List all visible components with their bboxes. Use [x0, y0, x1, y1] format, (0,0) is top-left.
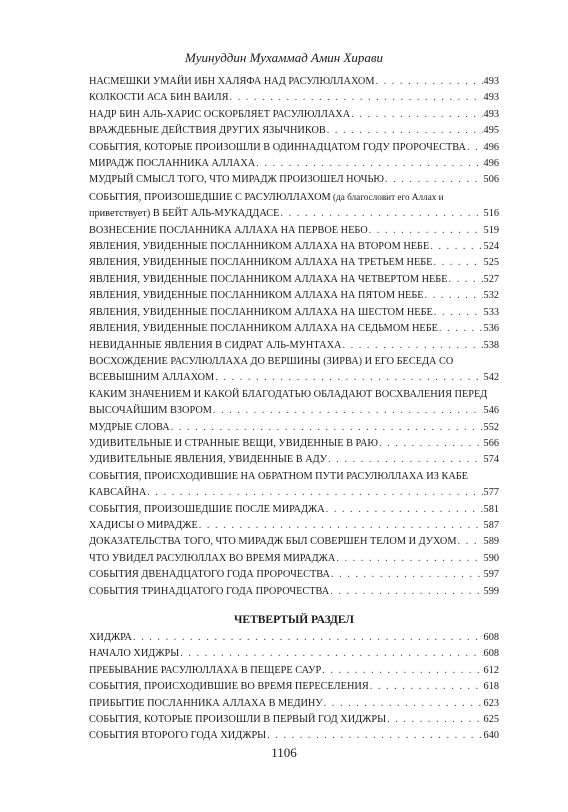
toc-entry-line [89, 551, 499, 567]
dot-leader [379, 436, 483, 452]
toc-entry-page: 597 [483, 569, 499, 581]
toc-entry-title: НАЧАЛО ХИДЖРЫ [89, 648, 180, 660]
section-heading: ЧЕТВЕРТЫЙ РАЗДЕЛ [233, 614, 354, 626]
toc-entry-title: ВСЕВЫШНИМ АЛЛАХОМ [89, 372, 215, 384]
toc-entry-title-line1 [89, 354, 499, 370]
toc-entry [89, 239, 499, 255]
toc-entry-page: 493 [483, 108, 499, 120]
toc-entry-title: МУДРЫЙ СМЫСЛ ТОГО, ЧТО МИРАДЖ ПРОИЗОШЕЛ НОЧЬЮ [89, 174, 384, 186]
toc-entry [89, 338, 499, 354]
toc-entry-title: КОЛКОСТИ АСА БИН ВАИЛЯ [89, 92, 229, 104]
toc-entry-title: ХИДЖРА [89, 632, 132, 643]
toc-entry-page: 581 [483, 503, 499, 515]
toc-entry-line [89, 156, 499, 172]
toc-entry-line [89, 646, 499, 662]
toc-entry [89, 452, 499, 468]
toc-entry-line [89, 403, 499, 419]
running-title: Муинуддин Мухаммад Амин Хирави [184, 50, 384, 65]
toc-entry [89, 74, 499, 90]
toc-entry [89, 728, 499, 744]
toc-entry-title: ЯВЛЕНИЯ, УВИДЕННЫЕ ПОСЛАННИКОМ АЛЛАХА НА ТРЕТЬЕМ НЕБЕ [89, 257, 433, 269]
toc-entry-title: УДИВИТЕЛЬНЫЕ И СТРАННЫЕ ВЕЩИ, УВИДЕННЫЕ В РАЮ [89, 437, 378, 449]
toc-entry-page: 496 [483, 158, 499, 170]
toc-entry-title-line1 [89, 387, 499, 403]
dot-leader [147, 485, 482, 501]
toc-entry [89, 354, 499, 387]
toc-entry-page: 599 [483, 585, 499, 597]
toc-entry-line [89, 206, 499, 222]
dot-leader [449, 272, 483, 288]
toc-entry [89, 646, 499, 662]
toc-entry-line [89, 370, 499, 386]
toc-entry-line [89, 728, 499, 744]
toc-entry-title: ПРИБЫТИЕ ПОСЛАННИКА АЛЛАХА В МЕДИНУ [89, 697, 323, 709]
toc-entry-title: УДИВИТЕЛЬНЫЕ ЯВЛЕНИЯ, УВИДЕННЫЕ В АДУ [89, 454, 328, 466]
toc-entry [89, 156, 499, 172]
toc-entry-title: СОБЫТИЯ ВТОРОГО ГОДА ХИДЖРЫ [89, 730, 267, 742]
toc-entry-line [89, 436, 499, 452]
dot-leader [351, 107, 482, 123]
toc-entry-title: СОБЫТИЯ, ПРОИСХОДИВШИЕ ВО ВРЕМЯ ПЕРЕСЕЛЕНИЯ [89, 681, 369, 693]
toc-entry-page: 495 [483, 125, 499, 137]
toc-entry-title: ЯВЛЕНИЯ, УВИДЕННЫЕ ПОСЛАННИКОМ АЛЛАХА НА ЧЕТВЕРТОМ НЕБЕ [89, 273, 448, 285]
toc-entry-line [89, 74, 499, 90]
toc-entry-page: 589 [483, 536, 499, 548]
dot-leader [327, 123, 483, 139]
toc-entry [89, 90, 499, 106]
toc-entry [89, 107, 499, 123]
toc-entry [89, 305, 499, 321]
toc-entry-line [89, 223, 499, 239]
toc-entry-page: 506 [483, 174, 499, 186]
toc-entry-title: ВОЗНЕСЕНИЕ ПОСЛАННИКА АЛЛАХА НА ПЕРВОЕ НЕБО [89, 224, 368, 236]
toc-entry-title: СОБЫТИЯ ДВЕНАДЦАТОГО ГОДА ПРОРОЧЕСТВА [89, 569, 330, 581]
toc-entry [89, 172, 499, 188]
toc-entry-line [89, 584, 499, 600]
toc-entry [89, 663, 499, 679]
toc-entry [89, 140, 499, 156]
toc-entry-title: ЯВЛЕНИЯ, УВИДЕННЫЕ ПОСЛАННИКОМ АЛЛАХА НА ВТОРОМ НЕБЕ [89, 241, 430, 253]
toc-entry-title: ДОКАЗАТЕЛЬСТВА ТОГО, ЧТО МИРАДЖ БЫЛ СОВЕРШЕН ТЕЛОМ И ДУХОМ [89, 536, 457, 548]
dot-leader [171, 420, 483, 436]
toc-entry-page: 493 [483, 92, 499, 104]
toc-entry-line [89, 305, 499, 321]
toc-entry-page: 552 [483, 421, 499, 433]
toc-entry-page: 608 [483, 648, 499, 660]
dot-leader [331, 567, 483, 583]
dot-leader [439, 321, 483, 337]
toc-entry-title: ЯВЛЕНИЯ, УВИДЕННЫЕ ПОСЛАННИКОМ АЛЛАХА НА СЕДЬМОМ НЕБЕ [89, 323, 438, 335]
toc-entry [89, 420, 499, 436]
dot-leader [467, 140, 483, 156]
toc-entry-title: ХАДИСЫ О МИРАДЖЕ [89, 519, 198, 531]
toc-entry-page: 525 [483, 257, 499, 269]
toc-entry-title: КАВСАЙНА [89, 487, 147, 499]
toc-list-part1 [89, 74, 499, 600]
dot-leader [133, 630, 483, 646]
toc-entry [89, 518, 499, 534]
toc-entry-title: СОБЫТИЯ ТРИНАДЦАТОГО ГОДА ПРОРОЧЕСТВА [89, 585, 330, 597]
toc-entry-title: ЯВЛЕНИЯ, УВИДЕННЫЕ ПОСЛАННИКОМ АЛЛАХА НА ШЕСТОМ НЕБЕ [89, 306, 433, 318]
toc-entry-page: 566 [483, 437, 499, 449]
toc-entry-title: ВРАЖДЕБНЫЕ ДЕЙСТВИЯ ДРУГИХ ЯЗЫЧНИКОВ [89, 125, 326, 137]
toc-entry-line [89, 502, 499, 518]
dot-leader [370, 679, 483, 695]
toc-entry [89, 436, 499, 452]
toc-entry [89, 502, 499, 518]
dot-leader [330, 584, 482, 600]
toc-entry-line [89, 90, 499, 106]
toc-entry-title-part: СОБЫТИЯ, ПРОИЗОШЕДШИЕ С РАСУЛЮЛЛАХОМ [89, 191, 331, 203]
toc-entry-page: 612 [483, 664, 499, 676]
toc-entry-line [89, 518, 499, 534]
toc-entry-line [89, 712, 499, 728]
toc-entry [89, 630, 499, 646]
toc-entry-title: ЯВЛЕНИЯ, УВИДЕННЫЕ ПОСЛАННИКОМ АЛЛАХА НА ПЯТОМ НЕБЕ [89, 290, 424, 302]
toc-entry-title: МУДРЫЕ СЛОВА [89, 421, 170, 433]
toc-entry-line [89, 140, 499, 156]
toc-entry-line [89, 420, 499, 436]
toc-entry-title-part: КАКИМ ЗНАЧЕНИЕМ И КАКОЙ БЛАГОДАТЬЮ ОБЛАДАЮТ ВОСХВАЛЕНИЯ ПЕРЕД [89, 388, 488, 400]
toc-entry [89, 387, 499, 420]
toc-entry [89, 469, 499, 502]
dot-leader [267, 728, 482, 744]
toc-entry-page: 538 [483, 339, 499, 351]
toc-entry-page: 527 [483, 273, 499, 285]
toc-entry-line [89, 630, 499, 646]
toc-entry-line [89, 338, 499, 354]
toc-entry-line [89, 321, 499, 337]
toc-entry [89, 679, 499, 695]
toc-entry-page: 533 [483, 306, 499, 318]
dot-leader [336, 551, 482, 567]
toc-entry-line [89, 679, 499, 695]
toc-entry [89, 288, 499, 304]
dot-leader [213, 403, 483, 419]
toc-entry-title-part: ВОСХОЖДЕНИЕ РАСУЛЮЛЛАХА ДО ВЕРШИНЫ (ЗИРВА) И ЕГО БЕСЕДА СО [89, 355, 454, 367]
dot-leader [324, 696, 483, 712]
dot-leader [328, 452, 482, 468]
toc-entry [89, 272, 499, 288]
toc-entry-title-line1 [89, 189, 499, 206]
toc-entry-page: 516 [483, 208, 499, 220]
toc-entry-line [89, 239, 499, 255]
toc-entry-page: 574 [483, 454, 499, 466]
toc-entry-title: ВЫСОЧАЙШИМ ВЗОРОМ [89, 405, 212, 417]
toc-entry-page: 532 [483, 290, 499, 302]
toc-entry-page: 640 [483, 730, 499, 742]
toc-entry-page: 493 [483, 76, 499, 87]
dot-leader [387, 712, 482, 728]
toc-entry-title: МИРАДЖ ПОСЛАННИКА АЛЛАХА [89, 158, 256, 170]
dot-leader [199, 518, 483, 534]
toc-list-part2 [89, 630, 499, 745]
toc-entry [89, 551, 499, 567]
toc-entry [89, 255, 499, 271]
toc-entry [89, 321, 499, 337]
dot-leader [322, 663, 482, 679]
toc-entry-note: (да благословит его Аллах и [330, 191, 444, 202]
toc-entry-title: НЕВИДАННЫЕ ЯВЛЕНИЯ В СИДРАТ АЛЬ-МУНТАХА [89, 339, 342, 351]
toc-entry [89, 712, 499, 728]
toc-entry-line [89, 534, 499, 550]
toc-entry-line [89, 567, 499, 583]
dot-leader [430, 239, 482, 255]
toc-entry-page: 542 [483, 372, 499, 384]
dot-leader [425, 288, 483, 304]
toc-entry-page: 524 [483, 241, 499, 253]
toc-entry-line [89, 696, 499, 712]
dot-leader [326, 502, 483, 518]
dot-leader [229, 90, 482, 106]
toc-entry-page: 546 [483, 405, 499, 417]
dot-leader [215, 370, 482, 386]
toc-entry [89, 534, 499, 550]
table-of-contents [89, 74, 499, 745]
page-number: 1106 [271, 745, 297, 760]
toc-entry-line [89, 255, 499, 271]
dot-leader [369, 223, 483, 239]
toc-entry-line [89, 172, 499, 188]
dot-leader [256, 156, 482, 172]
toc-entry [89, 123, 499, 139]
toc-entry-title: ЧТО УВИДЕЛ РАСУЛЮЛЛАХ ВО ВРЕМЯ МИРАДЖА [89, 552, 336, 564]
toc-entry [89, 584, 499, 600]
dot-leader [458, 534, 483, 550]
toc-entry-line [89, 288, 499, 304]
dot-leader [280, 206, 482, 222]
toc-entry-page: 587 [483, 519, 499, 531]
toc-entry-line [89, 107, 499, 123]
toc-entry-line [89, 663, 499, 679]
dot-leader [434, 305, 483, 321]
toc-entry-line [89, 485, 499, 501]
toc-entry-page: 590 [483, 552, 499, 564]
toc-entry-page: 608 [483, 632, 499, 643]
toc-entry-title: НАДР БИН АЛЬ-ХАРИС ОСКОРБЛЯЕТ РАСУЛЮЛЛАХА [89, 108, 351, 120]
toc-entry-page: 623 [483, 697, 499, 709]
dot-leader [385, 172, 483, 188]
dot-leader [342, 338, 482, 354]
toc-entry-page: 519 [483, 224, 499, 236]
toc-entry [89, 567, 499, 583]
dot-leader [433, 255, 482, 271]
toc-entry-line [89, 272, 499, 288]
toc-entry-title: НАСМЕШКИ УМАЙИ ИБН ХАЛЯФА НАД РАСУЛЮЛЛАХОМ [89, 76, 375, 87]
toc-entry-line [89, 452, 499, 468]
toc-entry [89, 223, 499, 239]
toc-entry-title-line1 [89, 469, 499, 485]
toc-entry [89, 189, 499, 223]
toc-entry-title: СОБЫТИЯ, КОТОРЫЕ ПРОИЗОШЛИ В ОДИННАДЦАТОМ ГОДУ ПРОРОЧЕСТВА [89, 141, 466, 153]
dot-leader [375, 74, 482, 90]
toc-entry-page: 577 [483, 487, 499, 499]
toc-entry-title: ПРЕБЫВАНИЕ РАСУЛЮЛЛАХА В ПЕЩЕРЕ САУР [89, 664, 322, 676]
toc-entry-page: 625 [483, 714, 499, 726]
dot-leader [180, 646, 482, 662]
toc-entry-page: 536 [483, 323, 499, 335]
toc-entry-title: СОБЫТИЯ, ПРОИЗОШЕДШИЕ ПОСЛЕ МИРАДЖА [89, 503, 325, 515]
toc-entry-page: 618 [483, 681, 499, 693]
toc-entry-title: приветствует) В БЕЙТ АЛЬ-МУКАДДАСЕ [89, 208, 280, 220]
toc-entry [89, 696, 499, 712]
toc-entry-title-part: СОБЫТИЯ, ПРОИСХОДИВШИЕ НА ОБРАТНОМ ПУТИ РАСУЛЮЛЛАХА ИЗ КАБЕ [89, 470, 468, 482]
toc-entry-page: 496 [483, 141, 499, 153]
toc-entry-line [89, 123, 499, 139]
toc-entry-title: СОБЫТИЯ, КОТОРЫЕ ПРОИЗОШЛИ В ПЕРВЫЙ ГОД ХИДЖРЫ [89, 714, 387, 726]
